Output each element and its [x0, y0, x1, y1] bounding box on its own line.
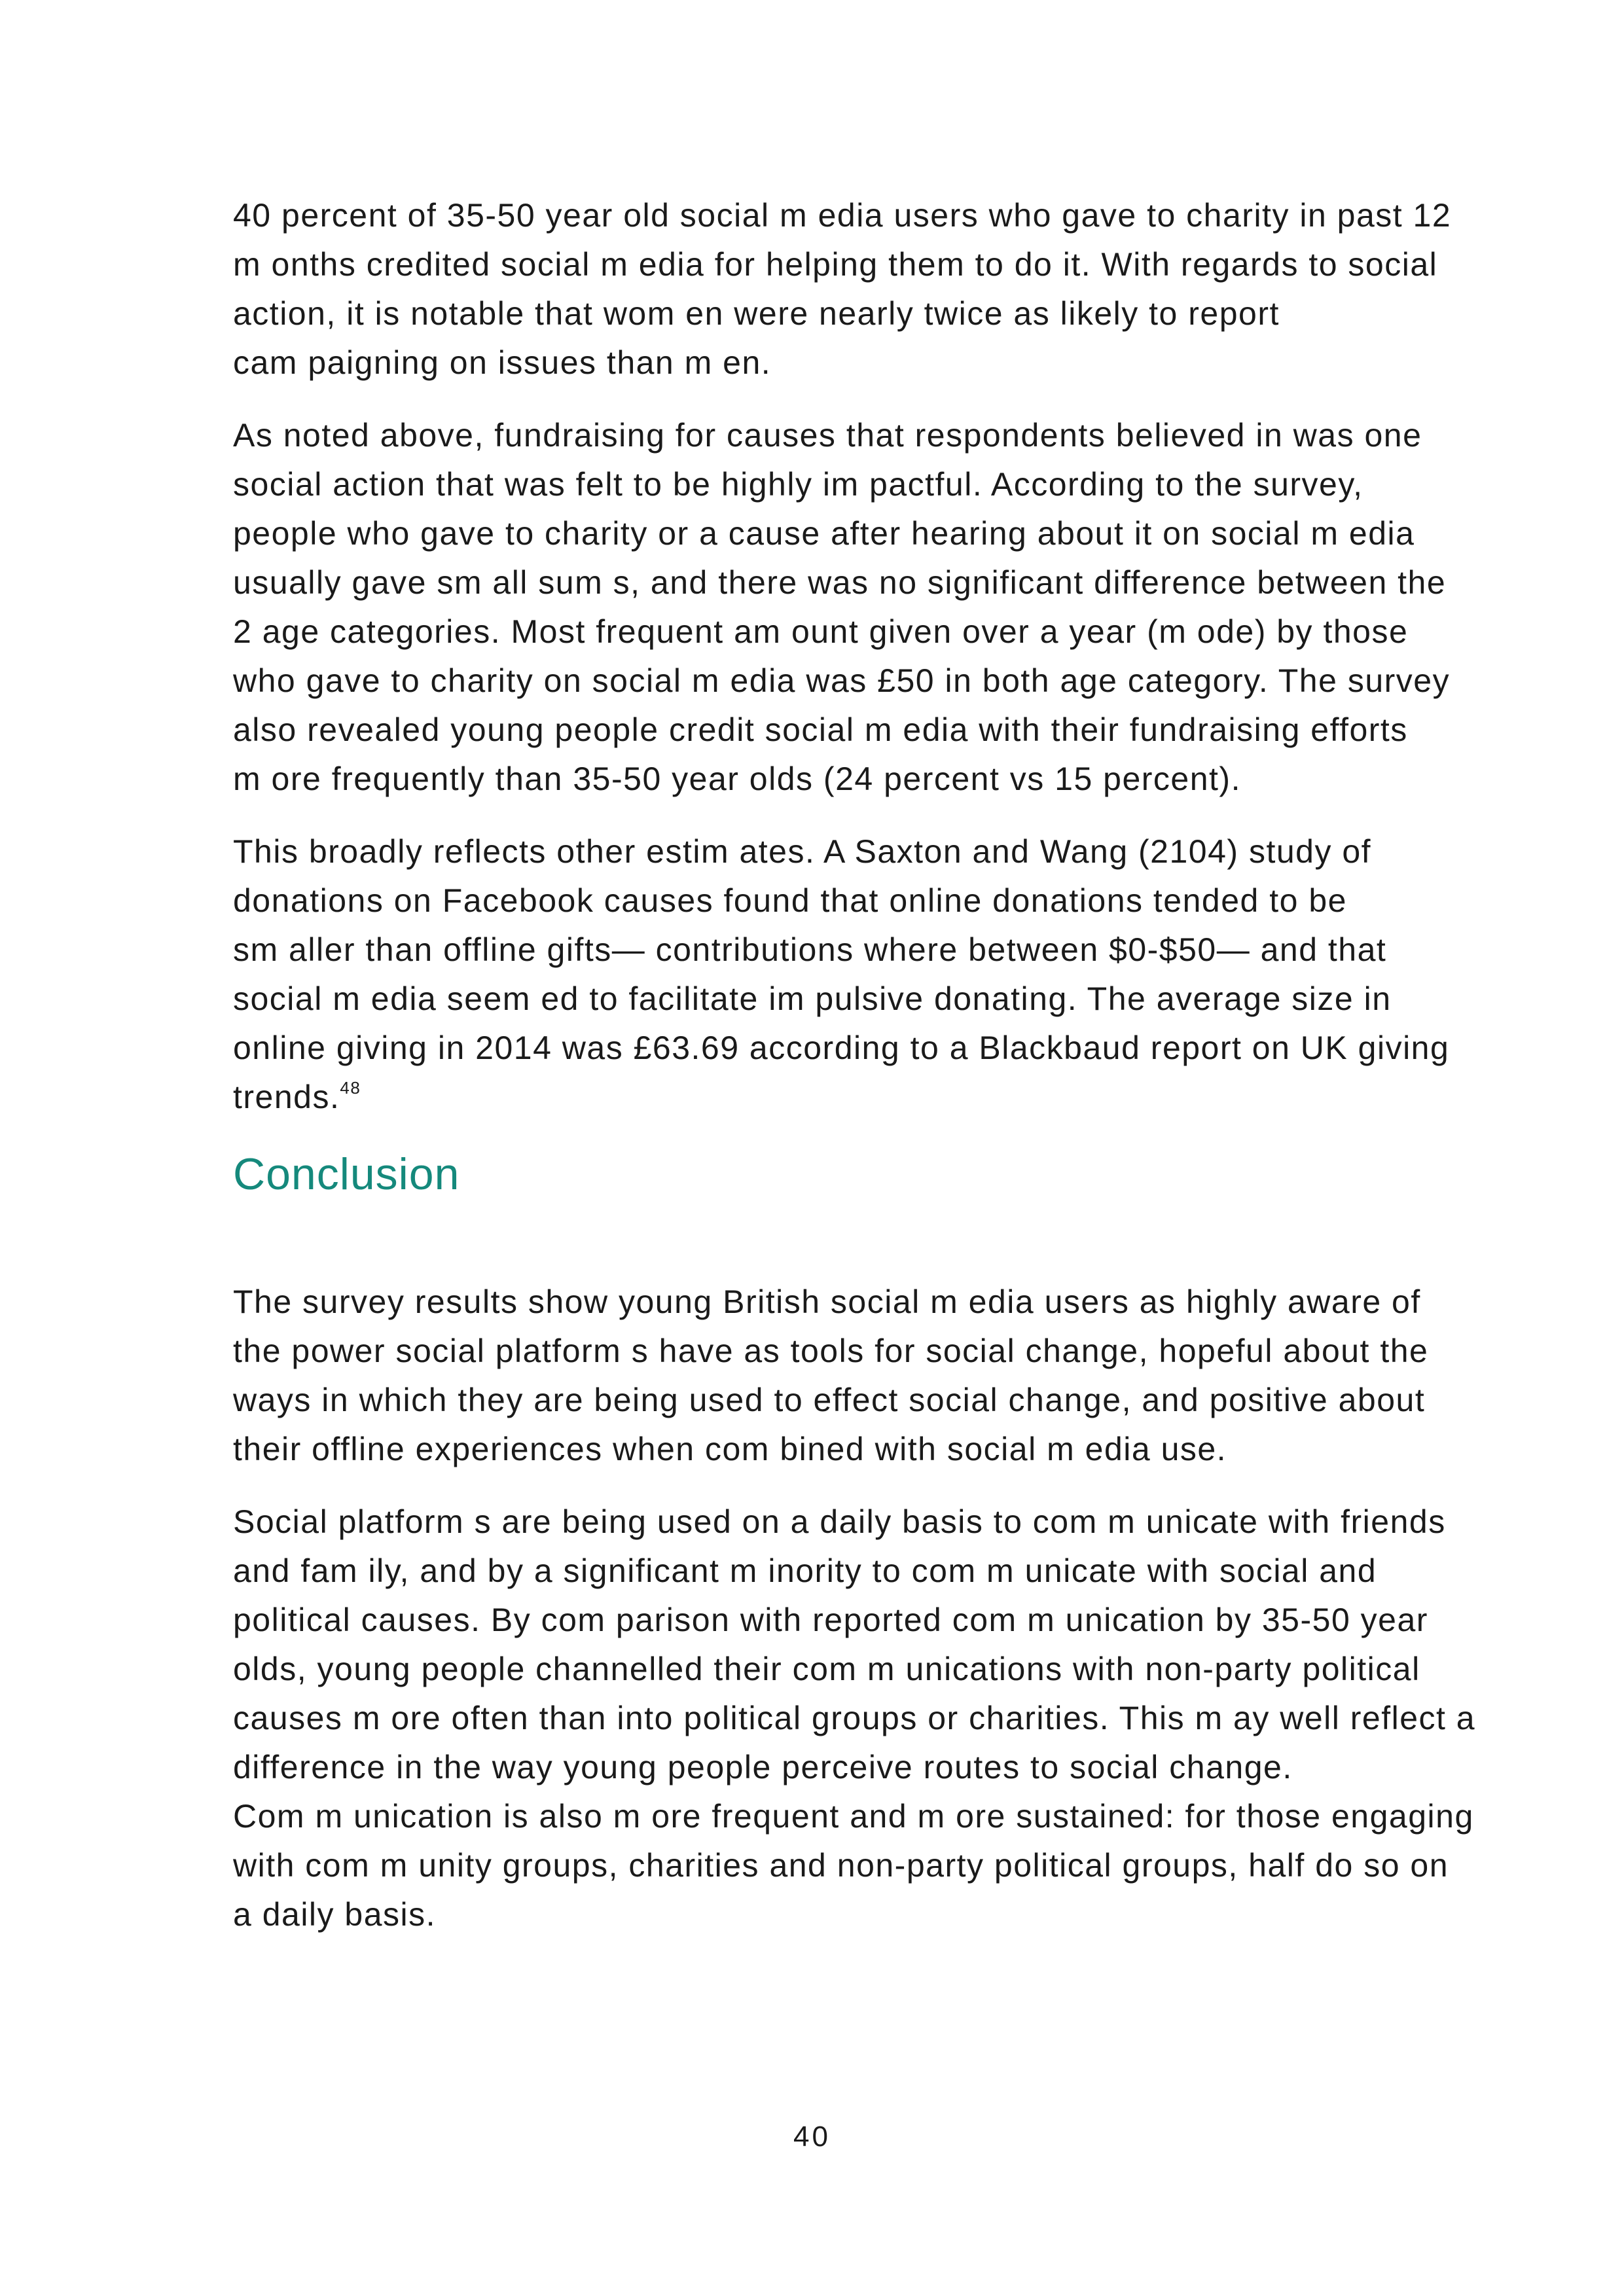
text-line: action, it is notable that wom en were nearly twice as likely to report: [233, 295, 1280, 332]
text-line: donations on Facebook causes found that online donations tended to be: [233, 882, 1347, 919]
text-line: usually gave sm all sum s, and there was no significant difference between the: [233, 564, 1447, 601]
text-fragment: trends.: [233, 1079, 340, 1115]
text-line: with com m unity groups, charities and non-party political groups, half do so on: [233, 1847, 1449, 1884]
paragraph-estimates: [233, 827, 1536, 1122]
paragraph-charity-stats: [233, 191, 1536, 387]
paragraph-fundraising: [233, 411, 1536, 804]
text-line-with-footnote: [233, 1073, 1536, 1122]
page-number: 40: [793, 2121, 831, 2153]
text-line: The survey results show young British social m edia users as highly aware of: [233, 1283, 1421, 1320]
text-line: online giving in 2014 was £63.69 according to a Blackbaud report on UK giving: [233, 1030, 1450, 1066]
text-line: social m edia seem ed to facilitate im pulsive donating. The average size in: [233, 980, 1392, 1017]
text-line: olds, young people channelled their com m unications with non-party political: [233, 1651, 1420, 1687]
page-content: [233, 191, 1536, 1963]
text-line: This broadly reflects other estim ates. A Saxton and Wang (2104) study of: [233, 833, 1372, 870]
text-line: causes m ore often than into political groups or charities. This m ay well reflect a: [233, 1700, 1476, 1736]
text-line: As noted above, fundraising for causes that respondents believed in was one: [233, 417, 1422, 454]
text-line: cam paigning on issues than m en.: [233, 344, 772, 381]
text-line: m ore frequently than 35-50 year olds (24 percent vs 15 percent).: [233, 761, 1241, 797]
section-heading-conclusion: Conclusion: [233, 1149, 460, 1199]
paragraph-social-platforms: [233, 1498, 1536, 1939]
text-line: their offline experiences when com bined with social m edia use.: [233, 1431, 1227, 1467]
text-line: a daily basis.: [233, 1896, 437, 1933]
text-line: political causes. By com parison with reported com m unication by 35-50 year: [233, 1602, 1428, 1638]
text-line: people who gave to charity or a cause after hearing about it on social m edia: [233, 515, 1415, 552]
text-line: 40 percent of 35-50 year old social m edia users who gave to charity in past 12: [233, 197, 1452, 234]
text-line: also revealed young people credit social m edia with their fundraising efforts: [233, 711, 1408, 748]
text-line: Social platform s are being used on a daily basis to com m unicate with friends: [233, 1503, 1446, 1540]
footnote-reference[interactable]: 48: [340, 1078, 361, 1098]
text-line: the power social platform s have as tools for social change, hopeful about the: [233, 1333, 1429, 1369]
text-line: sm aller than offline gifts— contributions where between $0-$50— and that: [233, 931, 1387, 968]
text-line: 2 age categories. Most frequent am ount given over a year (m ode) by those: [233, 613, 1409, 650]
text-line: ways in which they are being used to effect social change, and positive about: [233, 1382, 1426, 1418]
text-line: difference in the way young people perceive routes to social change.: [233, 1749, 1293, 1785]
text-line: social action that was felt to be highly im pactful. According to the survey,: [233, 466, 1363, 503]
text-line: m onths credited social m edia for helping them to do it. With regards to social: [233, 246, 1438, 283]
text-line: who gave to charity on social m edia was £50 in both age category. The survey: [233, 662, 1451, 699]
text-line: Com m unication is also m ore frequent and m ore sustained: for those engaging: [233, 1798, 1474, 1835]
paragraph-survey-results: [233, 1278, 1536, 1474]
text-line: and fam ily, and by a significant m inority to com m unicate with social and: [233, 1552, 1377, 1589]
